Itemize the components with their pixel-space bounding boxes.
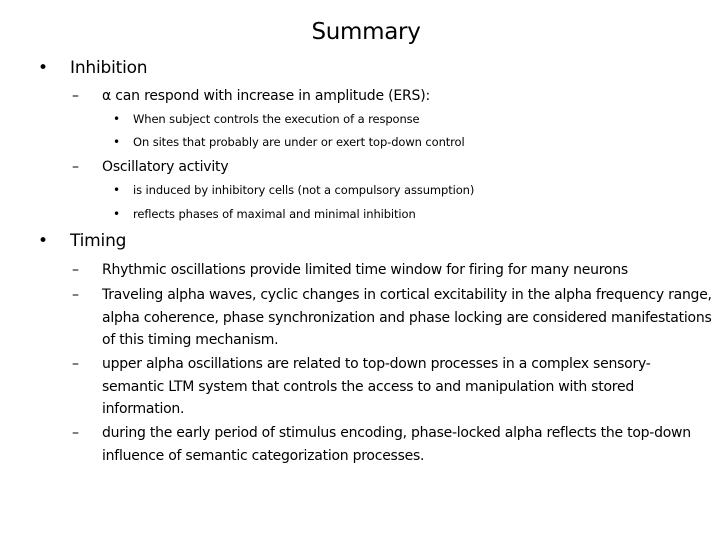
timing-item-4: during the early period of stimulus encoding, phase-locked alpha reflects the top-down influence of semantic categorization processes.: [102, 425, 691, 464]
bullet-marker: •: [113, 183, 121, 197]
bullet-marker: •: [113, 112, 121, 126]
dash-marker: –: [72, 356, 79, 372]
subitem-text: is induced by inhibitory cells (not a compulsory assumption): [133, 183, 475, 197]
oscillatory-subitem-1: [113, 183, 474, 197]
item-text: Oscillatory activity: [102, 159, 229, 175]
bullet-marker: •: [38, 58, 49, 78]
dash-marker: –: [72, 425, 79, 441]
dash-marker: –: [72, 262, 79, 278]
item-text: α can respond with increase in amplitude (ERS):: [102, 88, 431, 104]
ers-subitem-2: [113, 135, 465, 149]
section-label-timing: Timing: [70, 231, 127, 251]
subitem-text: On sites that probably are under or exert top-down control: [133, 135, 465, 149]
inhibition-item-oscillatory: [72, 159, 228, 175]
bullet-marker: •: [113, 135, 121, 149]
section-timing: [38, 231, 126, 251]
dash-marker: –: [72, 159, 79, 175]
timing-item-1: Rhythmic oscillations provide limited time window for firing for many neurons: [102, 262, 628, 278]
bullet-marker: •: [38, 231, 49, 251]
bullet-marker: •: [113, 207, 121, 221]
oscillatory-subitem-2: [113, 207, 416, 221]
slide-title: Summary: [311, 19, 421, 45]
ers-subitem-1: [113, 112, 420, 126]
subitem-text: reflects phases of maximal and minimal inhibition: [133, 207, 416, 221]
dash-marker: –: [72, 88, 79, 104]
section-inhibition: [38, 58, 147, 78]
section-label-inhibition: Inhibition: [70, 58, 148, 78]
dash-marker: –: [72, 287, 79, 303]
inhibition-item-ers: [72, 88, 430, 104]
timing-item-3: upper alpha oscillations are related to top-down processes in a complex sensory-semantic LTM system that controls the access to and manipulation with stored information.: [102, 356, 651, 418]
timing-item-2: Traveling alpha waves, cyclic changes in cortical excitability in the alpha frequency range, alpha coherence, phase synchronization and phase locking are considered manifestations of this timing mechanism.: [102, 287, 712, 349]
subitem-text: When subject controls the execution of a response: [133, 112, 420, 126]
